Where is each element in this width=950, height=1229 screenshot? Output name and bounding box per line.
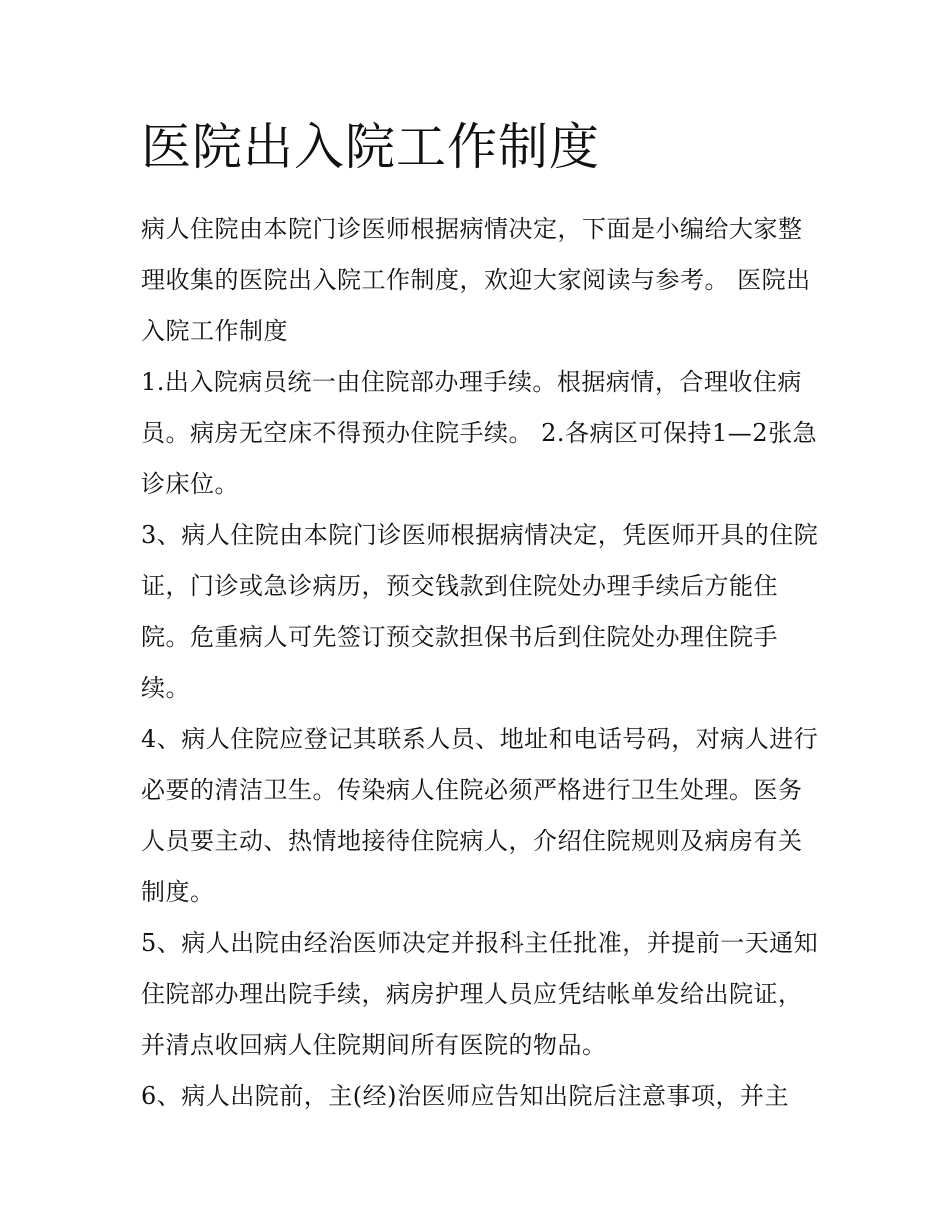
rule-paragraph-6: 6、病人出院前，主(经)治医师应告知出院后注意事项，并主 bbox=[141, 1082, 789, 1110]
document-page bbox=[141, 112, 821, 1122]
intro-paragraph: 病人住院由本院门诊医师根据病情决定，下面是小编给大家整理收集的医院出入院工作制度，欢迎大家阅读与参考。 医院出入院工作制度 bbox=[141, 215, 811, 345]
document-title: 医院出入院工作制度 bbox=[141, 118, 600, 176]
rule-paragraph-5: 5、病人出院由经治医师决定并报科主任批准，并提前一天通知住院部办理出院手续，病房护理人员应凭结帐单发给出院证，并清点收回病人住院期间所有医院的物品。 bbox=[141, 929, 819, 1059]
rule-paragraph-4: 4、病人住院应登记其联系人员、地址和电话号码，对病人进行必要的清洁卫生。传染病人住院必须严格进行卫生处理。医务人员要主动、热情地接待住院病人，介绍住院规则及病房有关制度。 bbox=[141, 725, 819, 906]
rule-paragraph-3: 3、病人住院由本院门诊医师根据病情决定，凭医师开具的住院证，门诊或急诊病历，预交钱款到住院处办理手续后方能住院。危重病人可先签订预交款担保书后到住院处办理住院手续。 bbox=[141, 521, 819, 702]
rule-paragraph-1-2: 1.出入院病员统一由住院部办理手续。根据病情，合理收住病员。病房无空床不得预办住院手续。 2.各病区可保持1—2张急诊床位。 bbox=[141, 368, 818, 498]
